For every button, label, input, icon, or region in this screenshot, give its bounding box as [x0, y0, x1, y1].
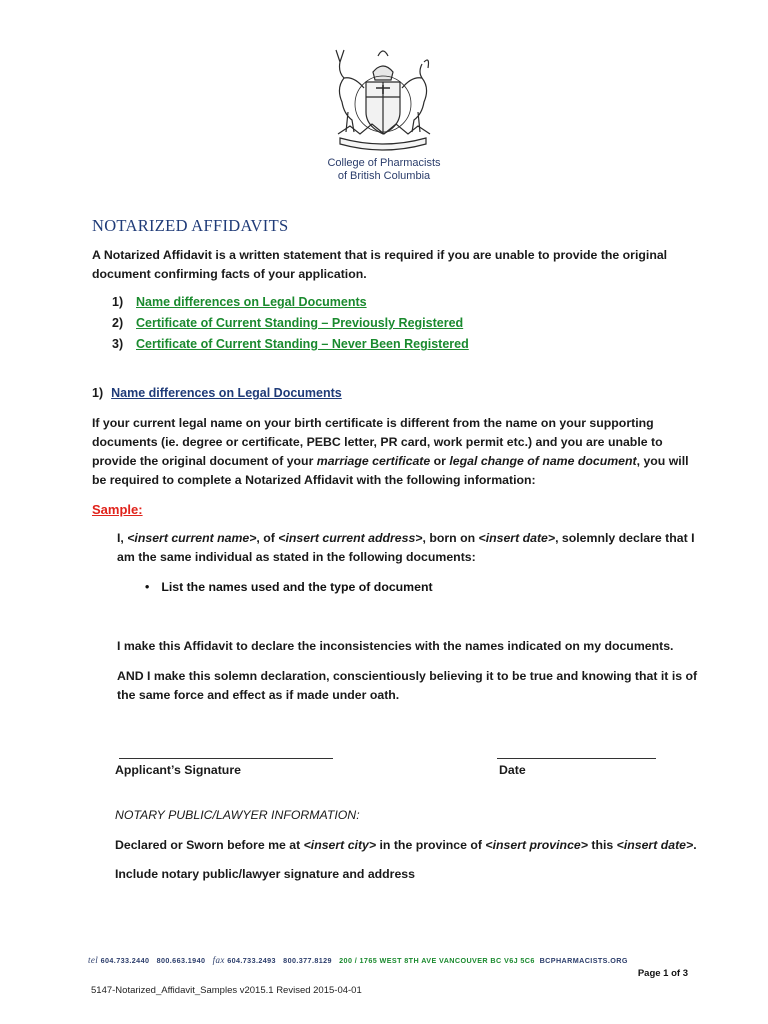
intro-line2: document confirming facts of your application.: [92, 267, 367, 281]
org-name-line2: of British Columbia: [337, 170, 431, 182]
notary-heading: NOTARY PUBLIC/LAWYER INFORMATION:: [115, 808, 360, 822]
intro-line1: A Notarized Affidavit is a written statement that is required if you are unable to provide the original: [92, 248, 668, 262]
declaration-line2: am the same individual as stated in the following documents:: [117, 550, 476, 564]
include-line: Include notary public/lawyer signature and address: [115, 867, 415, 881]
declaration-line1: I, <insert current name>, of <insert current address>, born on <insert date>, solemnly declare that I: [117, 531, 695, 545]
section-para-line1: If your current legal name on your birth certificate is different from the name on your supporting: [92, 416, 654, 430]
section-para-line2: documents (ie. degree or certificate, PEBC letter, PR card, work permit etc.) and you are unable to: [92, 435, 663, 449]
date-label: Date: [499, 763, 526, 777]
sample-label: Sample:: [92, 502, 143, 517]
date-line: [497, 757, 656, 759]
solemn-line2: the same force and effect as if made under oath.: [117, 688, 400, 702]
section-para-line4: be required to complete a Notarized Affidavit with the following information:: [92, 473, 536, 487]
solemn-line1: AND I make this solemn declaration, conscientiously believing it to be true and knowing that it is of: [117, 669, 698, 683]
bullet-dot-icon: •: [145, 580, 150, 594]
college-crest-logo: [318, 42, 448, 154]
toc-link-name-differences[interactable]: Name differences on Legal Documents: [136, 295, 367, 309]
document-id: 5147-Notarized_Affidavit_Samples v2015.1 Revised 2015-04-01: [91, 985, 362, 996]
sworn-line: Declared or Sworn before me at <insert city> in the province of <insert province> this <insert date>.: [115, 838, 697, 852]
org-name-line1: College of Pharmacists: [327, 157, 441, 169]
bullet-item: • List the names used and the type of document: [145, 580, 433, 594]
toc-number: 2): [112, 316, 124, 330]
section-para-line3: provide the original document of your marriage certificate or legal change of name document, you will: [92, 454, 689, 468]
signature-line: [119, 757, 333, 759]
footer-website: BCPHARMACISTS.ORG: [539, 956, 628, 965]
section-heading: [92, 386, 342, 400]
toc-link-never-registered[interactable]: Certificate of Current Standing – Never Been Registered: [136, 337, 469, 351]
section-title: Name differences on Legal Documents: [111, 386, 342, 400]
section-number: 1): [92, 386, 104, 400]
toc-number: 3): [112, 337, 124, 351]
page-title: NOTARIZED AFFIDAVITS: [92, 216, 289, 235]
toc-item-3[interactable]: [112, 337, 469, 351]
footer-address: 200 / 1765 WEST 8TH AVE VANCOUVER BC V6J 5C6: [339, 956, 535, 965]
toc-item-1[interactable]: [112, 295, 367, 309]
page-number: Page 1 of 3: [637, 968, 688, 979]
signature-label: Applicant’s Signature: [115, 763, 241, 777]
affidavit-line: I make this Affidavit to declare the inconsistencies with the names indicated on my documents.: [117, 639, 674, 653]
toc-number: 1): [112, 295, 124, 309]
footer-contact: tel 604.733.2440 800.663.1940 fax 604.733.2493 800.377.8129 200 / 1765 WEST 8TH AVE VANCOUVER BC V6J 5C6 BCPHARMACISTS.ORG: [88, 955, 628, 965]
toc-item-2[interactable]: [112, 316, 463, 330]
toc-link-previously-registered[interactable]: Certificate of Current Standing – Previously Registered: [136, 316, 464, 330]
